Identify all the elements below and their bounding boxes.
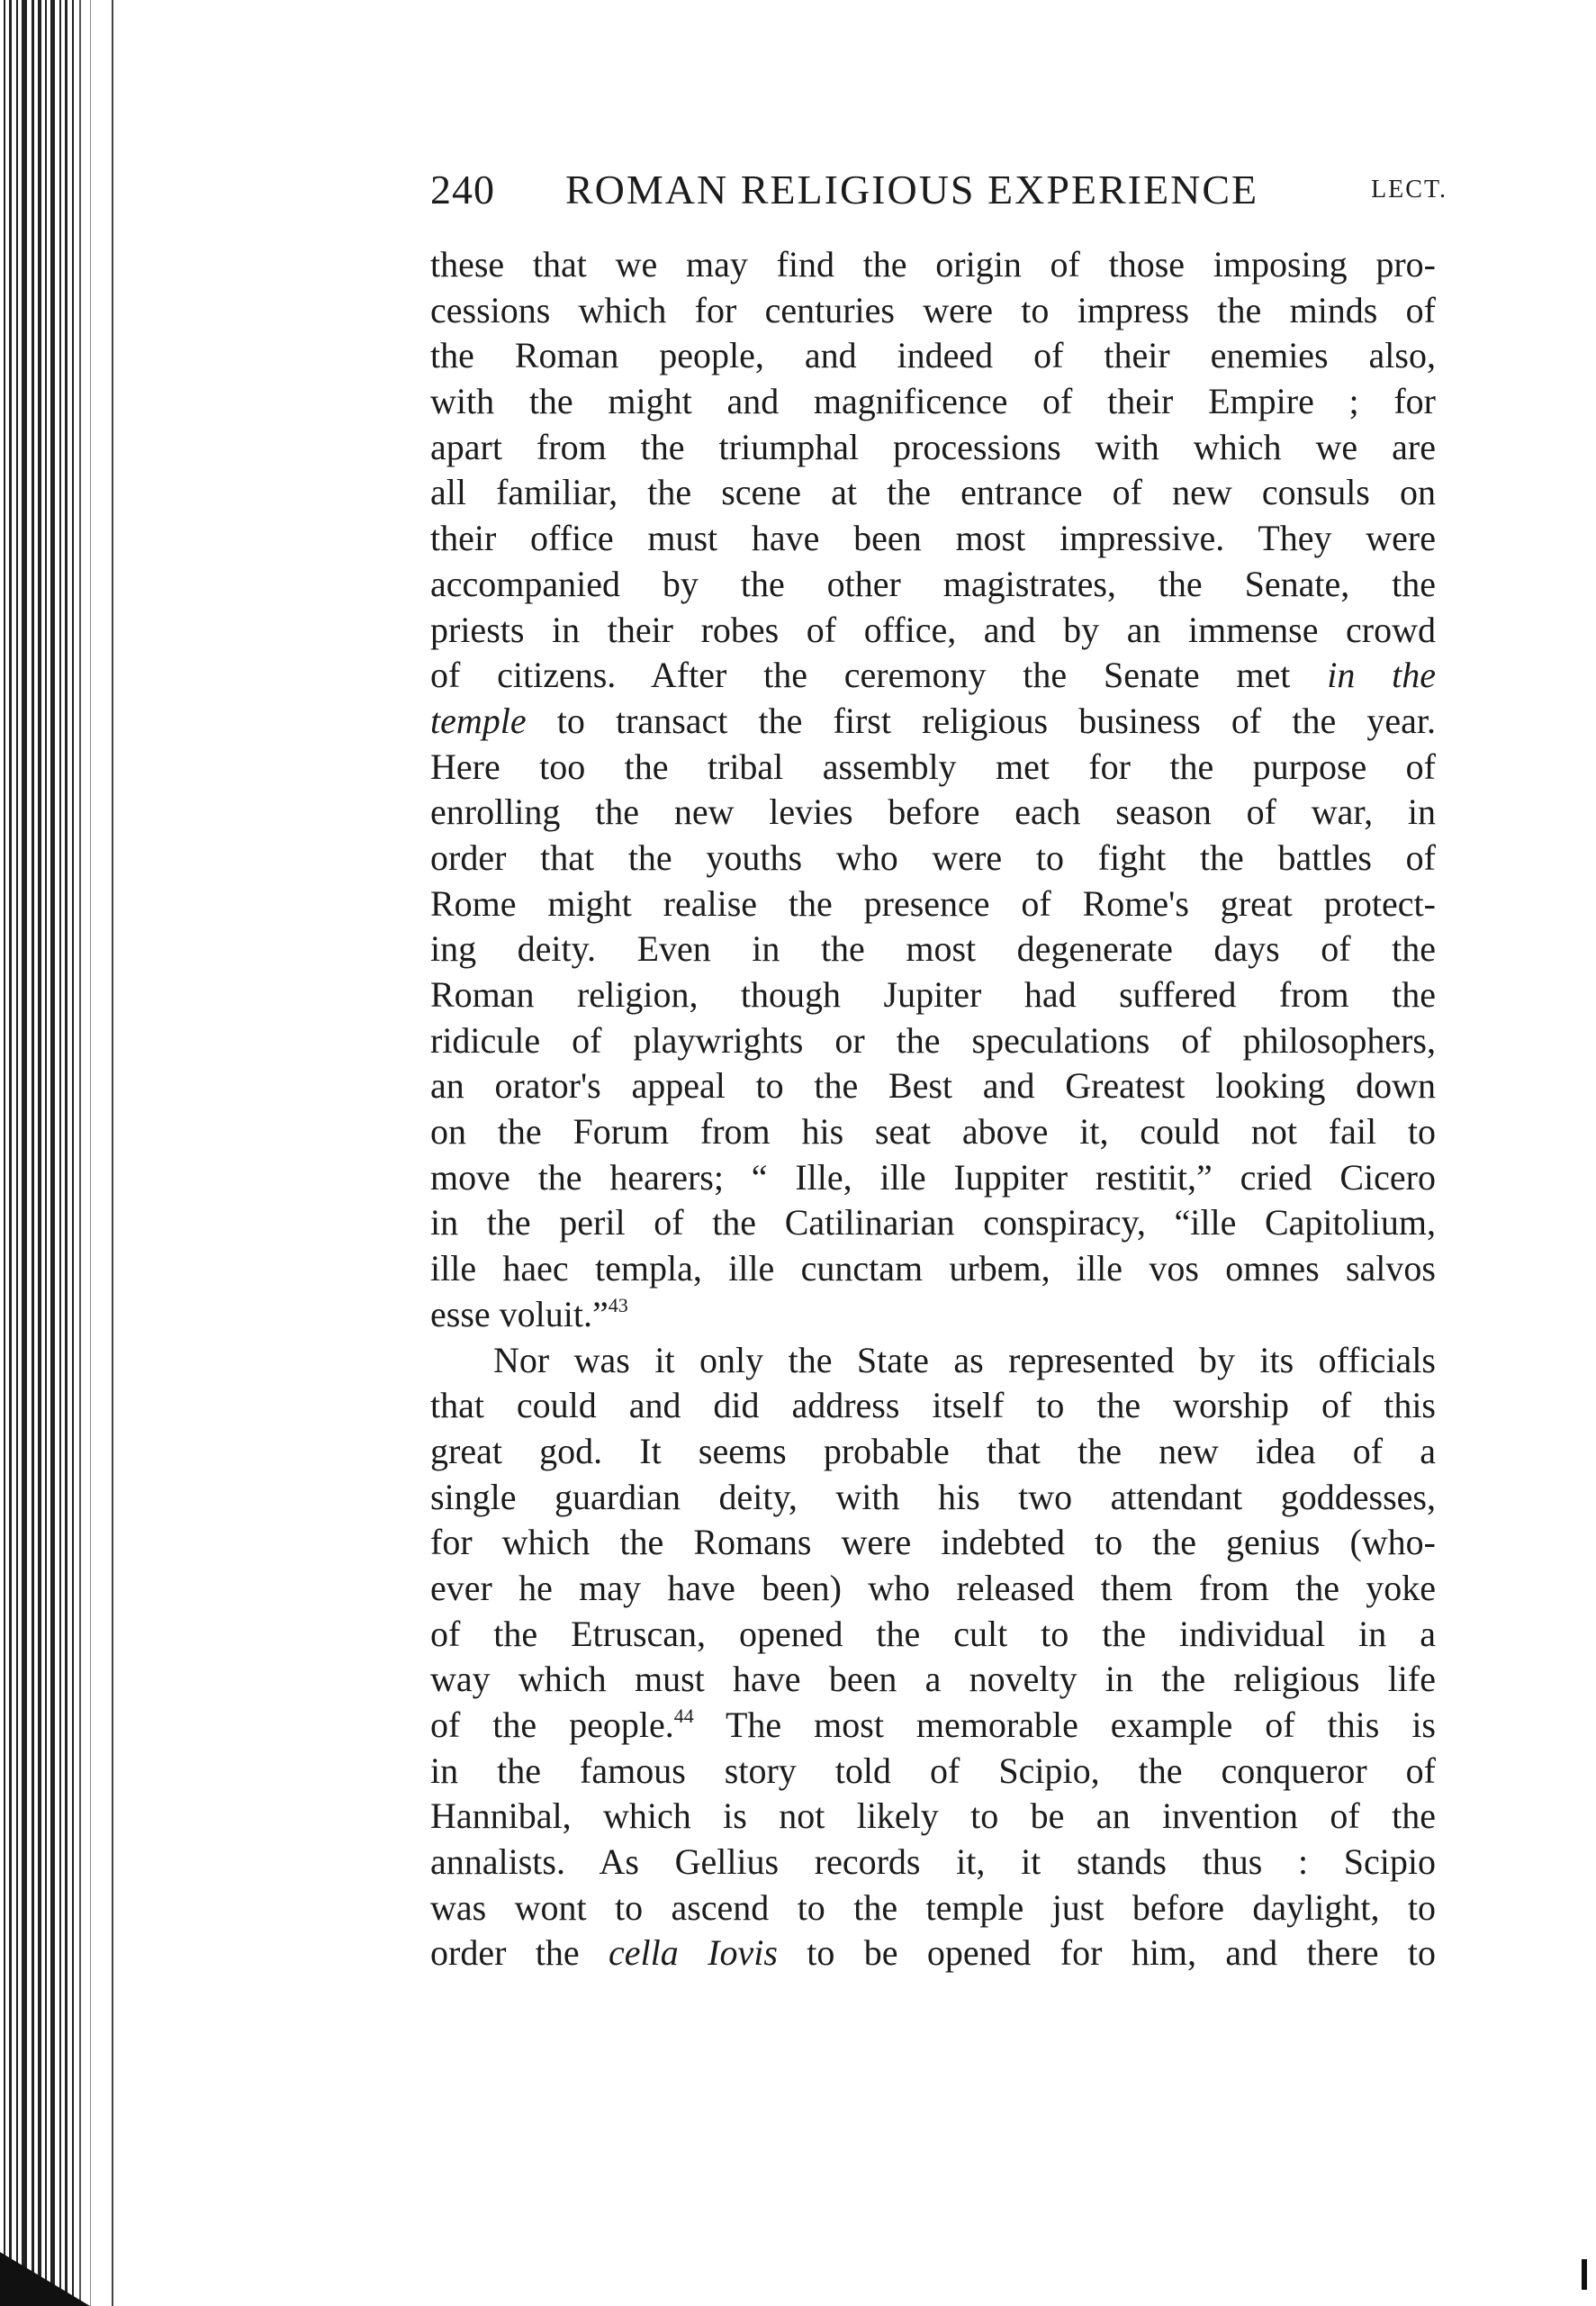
text-segment: to be opened for him, and there to bbox=[777, 1932, 1436, 1974]
text-line bbox=[430, 425, 1436, 471]
text-line bbox=[430, 1063, 1436, 1109]
section-label: LECT. bbox=[1371, 176, 1447, 203]
text-segment: all familiar, the scene at the entrance of new consuls on bbox=[430, 472, 1436, 513]
text-segment: ridicule of playwrights or the speculations of philosophers, bbox=[430, 1019, 1436, 1061]
page-header bbox=[430, 160, 1447, 220]
text-segment: in the famous story told of Scipio, the conqueror of bbox=[430, 1750, 1436, 1791]
text-segment: cessions which for centuries were to impress the minds of bbox=[430, 289, 1436, 330]
text-line bbox=[430, 1475, 1436, 1521]
text-line bbox=[430, 653, 1436, 699]
text-line bbox=[430, 882, 1436, 927]
text-segment: the Roman people, and indeed of their enemies also, bbox=[430, 335, 1436, 376]
text-segment: great god. It seems probable that the new idea of a bbox=[430, 1430, 1436, 1471]
text-segment: to transact the first religious business of the year. bbox=[526, 700, 1436, 741]
text-line bbox=[430, 1931, 1436, 1976]
text-line bbox=[430, 1657, 1436, 1703]
text-segment: apart from the triumphal processions with which we are bbox=[430, 426, 1436, 467]
footnote-marker: 43 bbox=[608, 1293, 628, 1316]
text-segment: order the bbox=[430, 1932, 609, 1974]
text-segment: with the might and magnificence of their Empire ; for bbox=[430, 381, 1436, 422]
text-line bbox=[430, 1200, 1436, 1246]
text-segment: Roman religion, though Jupiter had suffered from the bbox=[430, 974, 1436, 1015]
text-segment: move the hearers; “ Ille, ille Iuppiter restitit,” cried Cicero bbox=[430, 1156, 1436, 1198]
text-line bbox=[430, 333, 1436, 379]
text-line bbox=[430, 608, 1436, 654]
text-segment: ing deity. Even in the most degenerate days of the bbox=[430, 928, 1436, 970]
text-line bbox=[430, 1383, 1436, 1429]
page-number: 240 bbox=[430, 167, 495, 213]
text-segment: order that the youths who were to fight the battles of bbox=[430, 836, 1436, 878]
text-segment: Here too the tribal assembly met for the purpose of bbox=[430, 746, 1436, 787]
text-segment: their office must have been most impressive. They were bbox=[430, 518, 1436, 559]
text-segment: way which must have been a novelty in the religious life bbox=[430, 1659, 1436, 1700]
text-segment: on the Forum from his seat above it, could not fail to bbox=[430, 1111, 1436, 1153]
text-line bbox=[430, 699, 1436, 745]
stray-ink-mark bbox=[1582, 2259, 1587, 2290]
body-text bbox=[430, 242, 1436, 1976]
text-line bbox=[430, 1840, 1436, 1885]
text-segment: accompanied by the other magistrates, the Senate, the bbox=[430, 563, 1436, 604]
running-title: ROMAN RELIGIOUS EXPERIENCE bbox=[565, 167, 1259, 213]
text-line bbox=[430, 1292, 1436, 1338]
text-segment: ever he may have been) who released them from the yoke bbox=[430, 1567, 1436, 1608]
text-line bbox=[430, 1109, 1436, 1155]
book-binding-edge bbox=[0, 0, 126, 2306]
text-line bbox=[430, 1520, 1436, 1566]
text-line bbox=[430, 1018, 1436, 1064]
text-line bbox=[430, 1885, 1436, 1931]
italic-text: in the bbox=[1327, 655, 1436, 696]
text-segment: for which the Romans were indebted to the genius (who- bbox=[430, 1522, 1436, 1563]
text-segment: single guardian deity, with his two attendant goddesses, bbox=[430, 1476, 1436, 1517]
text-line bbox=[430, 927, 1436, 972]
text-segment: in the peril of the Catilinarian conspiracy, “ille Capitolium, bbox=[430, 1202, 1436, 1243]
text-line bbox=[430, 1749, 1436, 1795]
text-line bbox=[430, 288, 1436, 334]
text-segment: annalists. As Gellius records it, it stands thus : Scipio bbox=[430, 1841, 1436, 1883]
text-segment: ille haec templa, ille cunctam urbem, ille vos omnes salvos bbox=[430, 1248, 1436, 1289]
text-segment: an orator's appeal to the Best and Greatest looking down bbox=[430, 1065, 1436, 1107]
text-segment: these that we may find the origin of those imposing pro- bbox=[430, 244, 1436, 285]
text-line bbox=[430, 1155, 1436, 1201]
text-line bbox=[430, 1703, 1436, 1749]
text-segment: esse voluit.” bbox=[430, 1293, 609, 1334]
text-segment: priests in their robes of office, and by an immense crowd bbox=[430, 609, 1436, 650]
text-line bbox=[430, 562, 1436, 608]
text-segment: of citizens. After the ceremony the Senate met bbox=[430, 655, 1328, 696]
text-segment: of the Etruscan, opened the cult to the individual in a bbox=[430, 1613, 1436, 1654]
text-segment: The most memorable example of this is bbox=[693, 1705, 1436, 1745]
text-line bbox=[430, 242, 1436, 288]
italic-text: cella Iovis bbox=[609, 1932, 778, 1974]
text-segment: was wont to ascend to the temple just before daylight, to bbox=[430, 1886, 1436, 1928]
italic-text: temple bbox=[430, 700, 527, 741]
text-line bbox=[430, 1429, 1436, 1475]
text-segment: Nor was it only the State as represented by its officials bbox=[493, 1339, 1436, 1380]
text-line bbox=[430, 745, 1436, 791]
text-line bbox=[430, 1338, 1436, 1384]
text-line bbox=[430, 379, 1436, 425]
text-line bbox=[430, 972, 1436, 1018]
text-line bbox=[430, 790, 1436, 836]
text-segment: of the people. bbox=[430, 1705, 674, 1745]
text-line bbox=[430, 1794, 1436, 1840]
text-line bbox=[430, 1612, 1436, 1658]
text-line bbox=[430, 1246, 1436, 1292]
footnote-marker: 44 bbox=[673, 1705, 694, 1727]
text-segment: that could and did address itself to the worship of this bbox=[430, 1385, 1436, 1426]
text-line bbox=[430, 470, 1436, 516]
text-line bbox=[430, 836, 1436, 882]
text-segment: enrolling the new levies before each season of war, in bbox=[430, 791, 1436, 833]
text-segment: Hannibal, which is not likely to be an invention of the bbox=[430, 1795, 1436, 1837]
text-line bbox=[430, 1566, 1436, 1612]
text-segment: Rome might realise the presence of Rome's great protect- bbox=[430, 882, 1436, 924]
text-line bbox=[430, 516, 1436, 562]
